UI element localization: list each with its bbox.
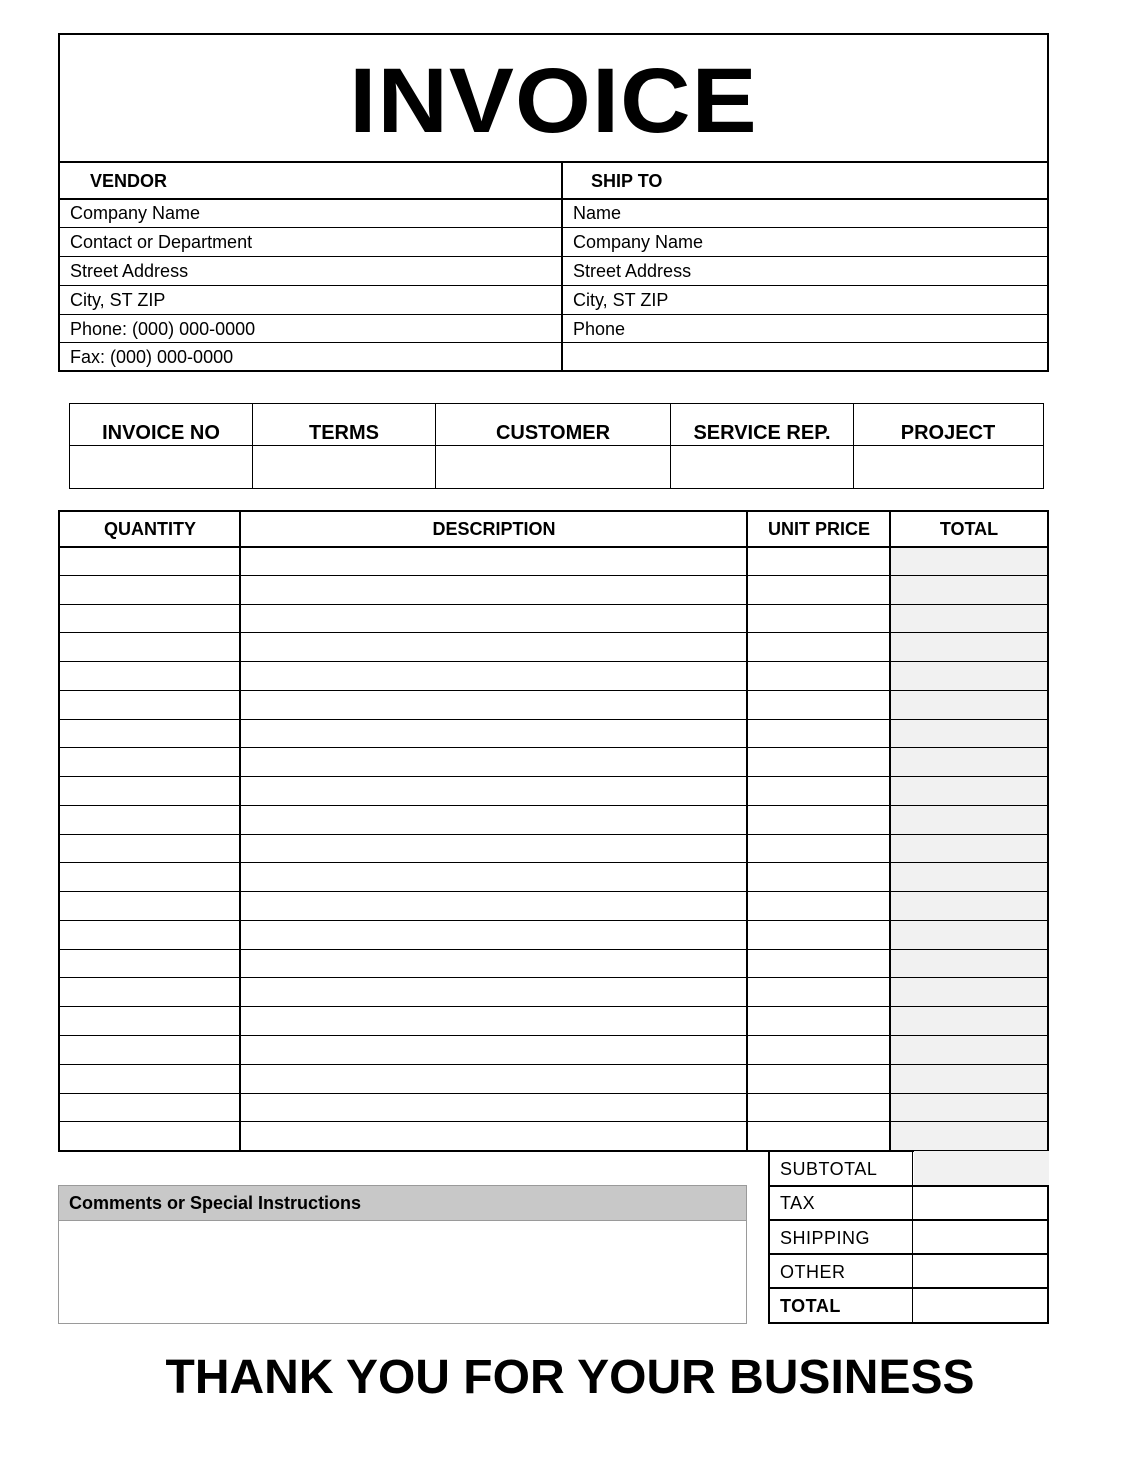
description-cell[interactable] [245, 894, 742, 917]
total-cell[interactable] [895, 952, 1043, 975]
quantity-cell[interactable] [64, 549, 235, 572]
unit-price-cell[interactable] [752, 578, 885, 601]
unit-price-cell[interactable] [752, 923, 885, 946]
unit-price-cell[interactable] [752, 693, 885, 716]
row-divider [60, 891, 1047, 892]
row-divider [60, 776, 1047, 777]
unit-price-cell[interactable] [752, 635, 885, 658]
unit-price-cell[interactable] [752, 607, 885, 630]
quantity-cell[interactable] [64, 894, 235, 917]
quantity-cell[interactable] [64, 1124, 235, 1147]
description-cell[interactable] [245, 1096, 742, 1119]
row-divider [60, 1006, 1047, 1007]
line-items-table [58, 510, 1049, 1152]
unit-price-cell[interactable] [752, 808, 885, 831]
description-cell[interactable] [245, 1038, 742, 1061]
other-label: OTHER [780, 1262, 846, 1282]
total-cell[interactable] [895, 693, 1043, 716]
total-cell[interactable] [895, 607, 1043, 630]
other-input[interactable] [918, 1257, 1044, 1283]
total-header: TOTAL [939, 519, 999, 539]
row-divider [60, 661, 1047, 662]
unit-price-cell[interactable] [752, 664, 885, 687]
divider [770, 1287, 1047, 1289]
subtotal-value[interactable] [918, 1155, 1044, 1181]
total-cell[interactable] [895, 1096, 1043, 1119]
ship-to-street-field[interactable]: Street Address [573, 261, 692, 281]
quantity-cell[interactable] [64, 837, 235, 860]
ship-to-city-field[interactable]: City, ST ZIP [573, 290, 669, 310]
vendor-contact-field[interactable]: Contact or Department [70, 232, 253, 252]
vendor-city-field[interactable]: City, ST ZIP [70, 290, 166, 310]
quantity-cell[interactable] [64, 693, 235, 716]
quantity-cell[interactable] [64, 750, 235, 773]
row-divider [60, 920, 1047, 921]
totals-table [768, 1151, 1049, 1324]
unit-price-cell[interactable] [752, 1009, 885, 1032]
shipping-input[interactable] [918, 1223, 1044, 1249]
column-divider [853, 404, 854, 488]
unit-price-cell[interactable] [752, 779, 885, 802]
ship-to-name-field[interactable]: Name [573, 203, 622, 223]
subtotal-label: SUBTOTAL [780, 1159, 878, 1179]
vendor-company-field[interactable]: Company Name [70, 203, 201, 223]
unit-price-cell[interactable] [752, 722, 885, 745]
unit-price-cell[interactable] [752, 1038, 885, 1061]
unit-price-cell[interactable] [752, 894, 885, 917]
divider [60, 198, 1047, 200]
row-divider [60, 805, 1047, 806]
description-cell[interactable] [245, 1067, 742, 1090]
unit-price-cell[interactable] [752, 837, 885, 860]
total-cell[interactable] [895, 549, 1043, 572]
comments-label: Comments or Special Instructions [59, 1186, 746, 1221]
total-cell[interactable] [895, 894, 1043, 917]
service-rep-label: SERVICE REP. [693, 422, 831, 444]
divider [770, 1253, 1047, 1255]
column-divider [889, 512, 891, 1150]
divider [60, 256, 1047, 257]
comments-input[interactable] [65, 1226, 738, 1318]
total-cell[interactable] [895, 837, 1043, 860]
tax-label: TAX [780, 1193, 816, 1213]
quantity-cell[interactable] [64, 722, 235, 745]
unit-price-cell[interactable] [752, 1096, 885, 1119]
total-cell[interactable] [895, 1067, 1043, 1090]
description-cell[interactable] [245, 750, 742, 773]
column-divider [746, 512, 748, 1150]
unit-price-cell[interactable] [752, 952, 885, 975]
quantity-cell[interactable] [64, 980, 235, 1003]
ship-to-phone-field[interactable]: Phone [573, 319, 626, 339]
total-cell[interactable] [895, 1009, 1043, 1032]
quantity-cell[interactable] [64, 865, 235, 888]
project-input[interactable] [858, 450, 1040, 484]
ship-to-label: SHIP TO [591, 171, 663, 191]
row-divider [60, 690, 1047, 691]
total-cell[interactable] [895, 722, 1043, 745]
customer-label: CUSTOMER [495, 422, 611, 444]
description-cell[interactable] [245, 1124, 742, 1147]
unit-price-cell[interactable] [752, 1067, 885, 1090]
invoice-no-label: INVOICE NO [102, 422, 220, 444]
quantity-cell[interactable] [64, 1009, 235, 1032]
unit-price-header: UNIT PRICE [767, 519, 870, 539]
description-header: DESCRIPTION [432, 519, 556, 539]
quantity-cell[interactable] [64, 1067, 235, 1090]
description-cell[interactable] [245, 635, 742, 658]
invoice-no-input[interactable] [74, 450, 248, 484]
quantity-cell[interactable] [64, 664, 235, 687]
description-cell[interactable] [245, 722, 742, 745]
total-cell[interactable] [895, 1038, 1043, 1061]
quantity-header: QUANTITY [104, 519, 196, 539]
description-cell[interactable] [245, 693, 742, 716]
row-divider [60, 1093, 1047, 1094]
divider [60, 314, 1047, 315]
invoice-title: INVOICE [349, 50, 758, 152]
quantity-cell[interactable] [64, 923, 235, 946]
description-cell[interactable] [245, 837, 742, 860]
column-divider [435, 404, 436, 488]
description-cell[interactable] [245, 980, 742, 1003]
total-cell[interactable] [895, 578, 1043, 601]
comments-section [58, 1185, 747, 1324]
quantity-cell[interactable] [64, 607, 235, 630]
divider [70, 445, 1043, 446]
column-divider [561, 161, 563, 372]
shipping-label: SHIPPING [780, 1228, 871, 1248]
description-cell[interactable] [245, 923, 742, 946]
row-divider [60, 747, 1047, 748]
quantity-cell[interactable] [64, 635, 235, 658]
divider [60, 342, 1047, 343]
description-cell[interactable] [245, 549, 742, 572]
description-cell[interactable] [245, 664, 742, 687]
terms-label: TERMS [309, 422, 379, 444]
row-divider [60, 604, 1047, 605]
column-divider [912, 1151, 913, 1322]
divider [60, 285, 1047, 286]
description-cell[interactable] [245, 1009, 742, 1032]
description-cell[interactable] [245, 865, 742, 888]
column-divider [252, 404, 253, 488]
row-divider [60, 575, 1047, 576]
customer-input[interactable] [440, 450, 666, 484]
row-divider [60, 977, 1047, 978]
unit-price-cell[interactable] [752, 865, 885, 888]
row-divider [60, 834, 1047, 835]
total-cell[interactable] [895, 1124, 1043, 1147]
quantity-cell[interactable] [64, 952, 235, 975]
ship-to-company-field[interactable]: Company Name [573, 232, 704, 252]
project-label: PROJECT [900, 422, 996, 444]
total-cell[interactable] [895, 635, 1043, 658]
invoice-meta-table [69, 403, 1044, 489]
row-divider [60, 1064, 1047, 1065]
unit-price-cell[interactable] [752, 980, 885, 1003]
thank-you-message: THANK YOU FOR YOUR BUSINESS [165, 1351, 975, 1404]
total-cell[interactable] [895, 808, 1043, 831]
column-divider [670, 404, 671, 488]
divider [60, 161, 1047, 163]
total-cell[interactable] [895, 923, 1043, 946]
unit-price-cell[interactable] [752, 1124, 885, 1147]
quantity-cell[interactable] [64, 779, 235, 802]
row-divider [60, 862, 1047, 863]
total-cell[interactable] [895, 865, 1043, 888]
service-rep-input[interactable] [675, 450, 849, 484]
description-cell[interactable] [245, 578, 742, 601]
total-cell[interactable] [895, 980, 1043, 1003]
quantity-cell[interactable] [64, 1038, 235, 1061]
total-cell[interactable] [895, 750, 1043, 773]
vendor-phone-field[interactable]: Phone: (000) 000-0000 [70, 319, 256, 339]
description-cell[interactable] [245, 952, 742, 975]
description-cell[interactable] [245, 808, 742, 831]
total-value[interactable] [918, 1291, 1044, 1317]
divider [770, 1185, 1047, 1187]
header-block [58, 33, 1049, 372]
description-cell[interactable] [245, 779, 742, 802]
vendor-label: VENDOR [90, 171, 168, 191]
quantity-cell[interactable] [64, 1096, 235, 1119]
terms-input[interactable] [257, 450, 431, 484]
unit-price-cell[interactable] [752, 750, 885, 773]
divider [770, 1219, 1047, 1221]
total-cell[interactable] [895, 664, 1043, 687]
row-divider [60, 719, 1047, 720]
row-divider [60, 632, 1047, 633]
vendor-fax-field[interactable]: Fax: (000) 000-0000 [70, 347, 234, 367]
divider [60, 227, 1047, 228]
tax-input[interactable] [918, 1189, 1044, 1215]
total-label: TOTAL [780, 1296, 841, 1316]
total-cell[interactable] [895, 779, 1043, 802]
row-divider [60, 949, 1047, 950]
description-cell[interactable] [245, 607, 742, 630]
vendor-street-field[interactable]: Street Address [70, 261, 189, 281]
ship-to-extra-field[interactable] [573, 348, 1043, 368]
quantity-cell[interactable] [64, 808, 235, 831]
quantity-cell[interactable] [64, 578, 235, 601]
row-divider [60, 1121, 1047, 1122]
row-divider [60, 546, 1047, 548]
row-divider [60, 1035, 1047, 1036]
column-divider [239, 512, 241, 1150]
unit-price-cell[interactable] [752, 549, 885, 572]
